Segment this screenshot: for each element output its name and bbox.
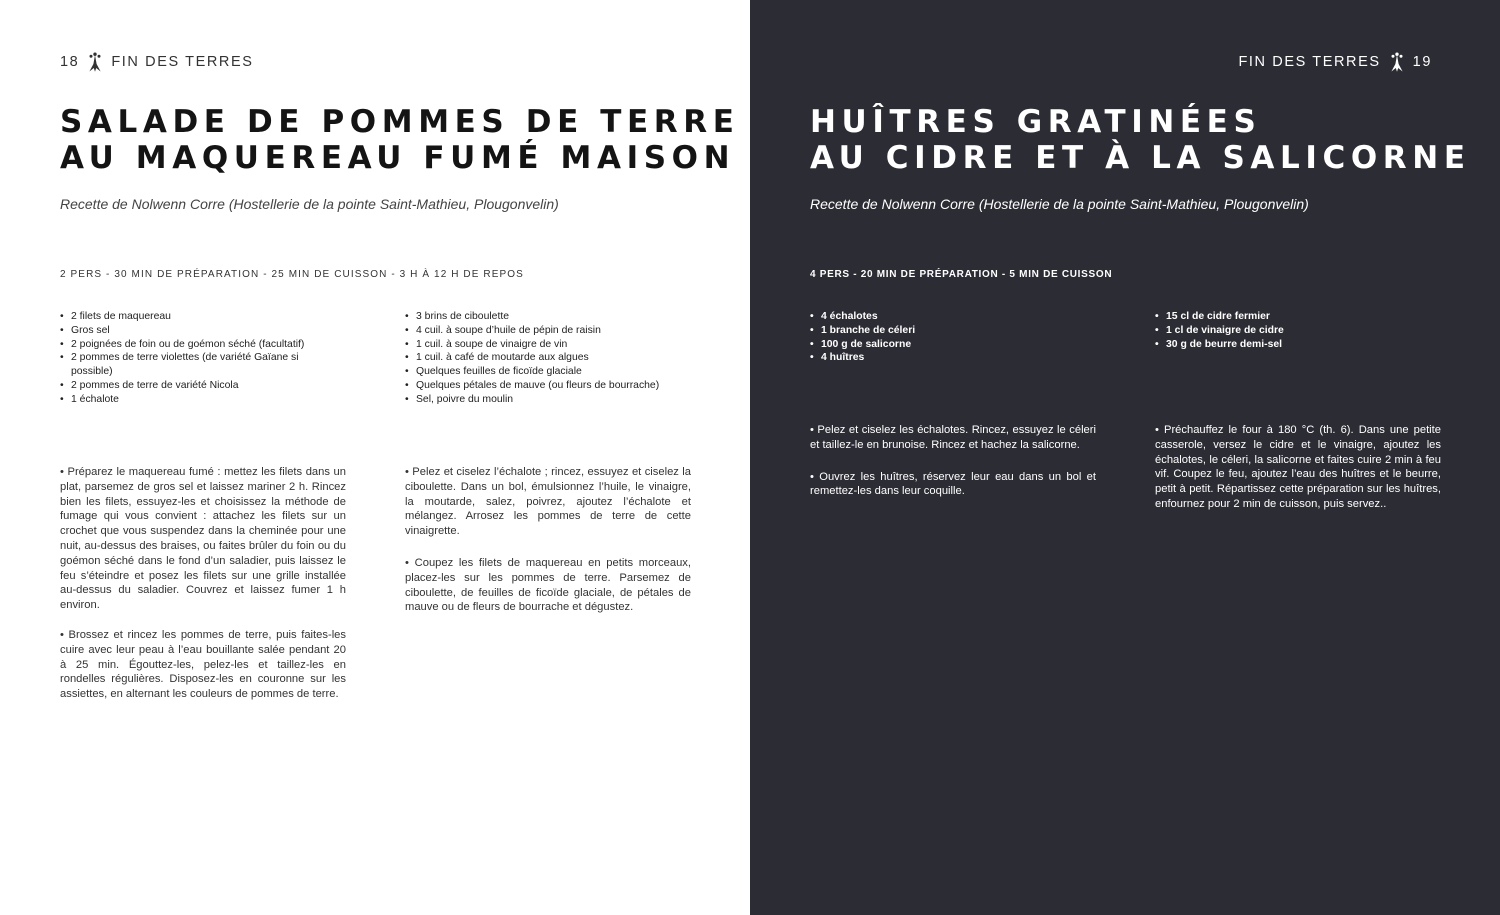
right-steps-col-2 [1155,423,1441,512]
ingredient-item: • 2 pommes de terre violettes (de variété Gaïane si possible) [60,351,320,379]
right-title-line-1: HUÎTRES GRATINÉES [810,104,1262,140]
left-recipe-meta: 2 PERS - 30 MIN DE PRÉPARATION - 25 MIN DE CUISSON - 3 H À 12 H DE REPOS [60,269,524,280]
ingredient-item: • 1 cuil. à soupe de vinaigre de vin [405,338,705,352]
ingredient-item: • 2 poignées de foin ou de goémon séché (facultatif) [60,338,320,352]
step-paragraph: • Préchauffez le four à 180 °C (th. 6). Dans une petite casserole, versez le cidre et le vinaigre, ajoutez les échalotes, le céleri, la salicorne et faites cuire 2 min à feu vif. Coupez le feu, ajoutez l’eau des huîtres et le beurre, petit à petit. Répartissez cette préparation sur les huîtres, enfournez pour 2 min de cuisson, puis servez.. [1155,424,1441,510]
ingredient-item: • 1 cl de vinaigre de cidre [1155,324,1435,338]
left-steps-col-2 [405,465,691,615]
step-paragraph: • Préparez le maquereau fumé : mettez les filets dans un plat, parsemez de gros sel et laissez mariner 2 h. Rincez bien les filets, essuyez-les et choisissez la méthode de fumage qui vous convient : attachez les filets sur un crochet que vous suspendez dans la cheminée pour une nuit, au-dessus des braises, ou faites brûler du foin ou du goémon séché dans le fond d’un saladier, puis laissez le feu s’éteindre et posez les filets sur une grille installée au-dessus du saladier. Couvrez et laissez fumer 1 h environ. [60,466,346,612]
ingredient-item: • 1 cuil. à café de moutarde aux algues [405,351,705,365]
ingredient-item: • 30 g de beurre demi-sel [1155,338,1435,352]
right-page [750,0,1500,915]
left-page-number: 18 [60,54,80,70]
right-ingredients-col-2 [1155,310,1435,351]
left-ingredients-col-2 [405,310,705,407]
left-running-title: FIN DES TERRES [111,54,254,70]
ingredient-item: • Quelques feuilles de ficoïde glaciale [405,365,705,379]
right-steps-col-1 [810,423,1096,499]
step-paragraph: • Ouvrez les huîtres, réservez leur eau dans un bol et remettez-les dans leur coquille. [810,470,1096,498]
right-ingredients-col-1 [810,310,1070,365]
right-running-head [1238,52,1432,72]
ingredient-item: • 2 filets de maquereau [60,310,320,324]
ingredient-item: • 100 g de salicorne [810,338,1070,352]
right-recipe-credit: Recette de Nolwenn Corre (Hostellerie de la pointe Saint-Mathieu, Plougonvelin) [810,196,1309,212]
ingredient-item: • 15 cl de cidre fermier [1155,310,1435,324]
left-recipe-credit: Recette de Nolwenn Corre (Hostellerie de la pointe Saint-Mathieu, Plougonvelin) [60,196,559,212]
left-ingredients-col-1 [60,310,320,407]
ingredient-item: • Sel, poivre du moulin [405,393,705,407]
ingredient-item: • 1 échalote [60,393,320,407]
ingredient-item: • 2 pommes de terre de variété Nicola [60,379,320,393]
step-paragraph: • Brossez et rincez les pommes de terre, puis faites-les cuire avec leur peau à l’eau bouillante salée pendant 20 à 25 min. Égouttez-les, pelez-les et taillez-les en rondelles régulières. Disposez-les en couronne sur les assiettes, en alternant les couleurs de pommes de terre. [60,628,346,701]
ingredient-item: • 3 brins de ciboulette [405,310,705,324]
left-running-head [60,52,254,72]
step-paragraph: • Coupez les filets de maquereau en petits morceaux, placez-les sur les pommes de terre. Parsemez de ciboulette, de feuilles de ficoïde glaciale, de pétales de mauve ou de fleurs de bourrache et dégustez. [405,556,691,614]
right-page-number: 19 [1412,54,1432,70]
left-title-line-2: AU MAQUEREAU FUMÉ MAISON [60,140,736,176]
ingredient-item: • Quelques pétales de mauve (ou fleurs de bourrache) [405,379,705,393]
ingredient-item: • 4 huîtres [810,351,1070,365]
right-recipe-meta: 4 PERS - 20 MIN DE PRÉPARATION - 5 MIN DE CUISSON [810,269,1113,280]
right-running-title: FIN DES TERRES [1238,54,1381,70]
right-recipe-title [810,104,1471,176]
ermine-icon [1390,52,1404,72]
left-title-line-1: SALADE DE POMMES DE TERRE [60,104,740,140]
ingredient-item: • Gros sel [60,324,320,338]
ingredient-item: • 4 cuil. à soupe d’huile de pépin de raisin [405,324,705,338]
right-title-line-2: AU CIDRE ET À LA SALICORNE [810,140,1471,176]
left-steps-col-1 [60,465,346,702]
ingredient-item: • 1 branche de céleri [810,324,1070,338]
ermine-icon [88,52,102,72]
left-recipe-title [60,104,739,176]
ingredient-item: • 4 échalotes [810,310,1070,324]
step-paragraph: • Pelez et ciselez l’échalote ; rincez, essuyez et ciselez la ciboulette. Dans un bol, émulsionnez l’huile, le vinaigre, la moutarde, salez, poivrez, ajoutez l’échalote et mélangez. Arrosez les pommes de terre de cette vinaigrette. [405,466,691,538]
step-paragraph: • Pelez et ciselez les échalotes. Rincez, essuyez le céleri et taillez-le en brunoise. Rincez et hachez la salicorne. [810,424,1096,451]
